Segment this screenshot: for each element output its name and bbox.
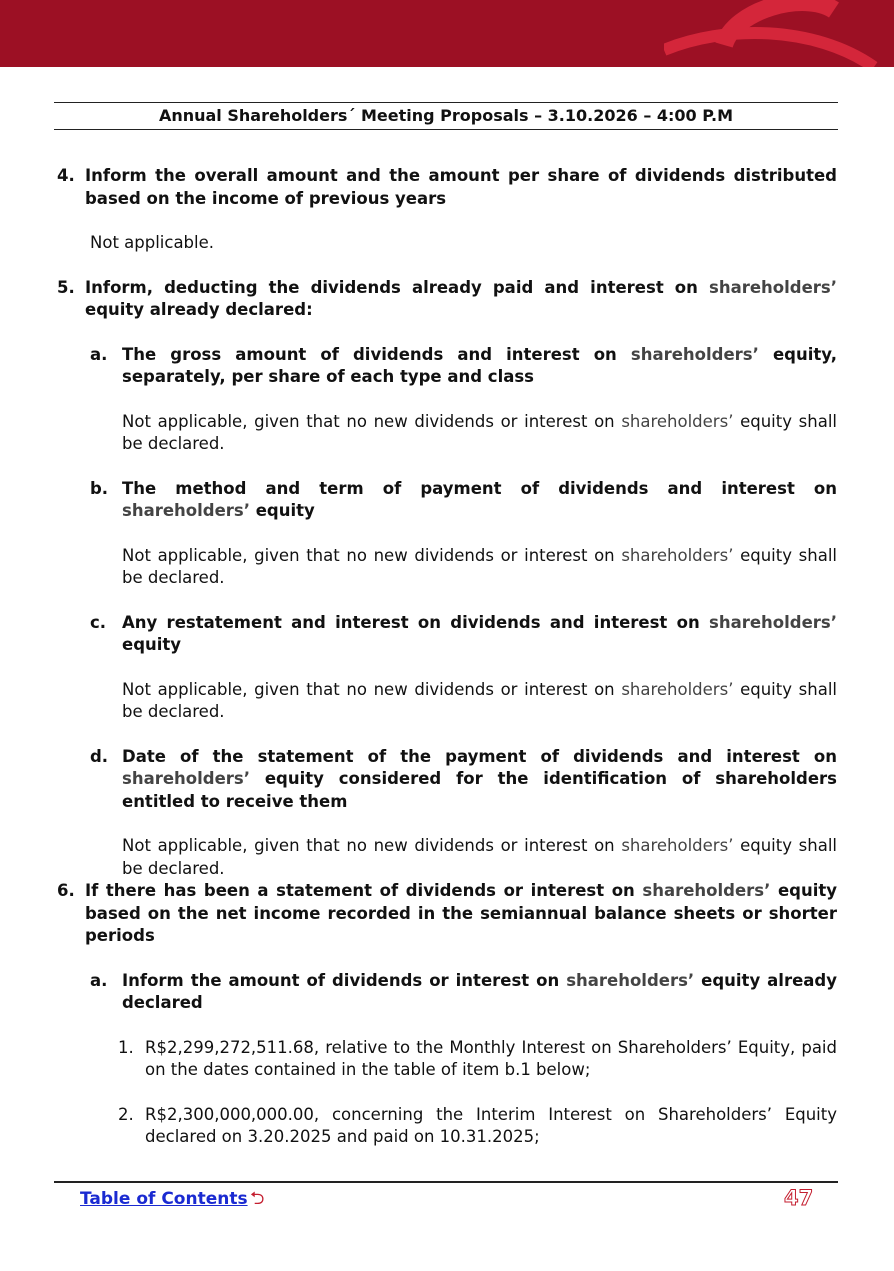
table-of-contents-link[interactable]: Table of Contents [80, 1189, 248, 1209]
numbered-list [118, 1037, 837, 1149]
item-5 [57, 277, 837, 322]
item-number: 6. [57, 881, 75, 900]
subitem-number: d. [90, 746, 109, 766]
subitem-answer: Not applicable, given that no new dividends or interest on shareholders’ equity shall be declared. [122, 545, 838, 587]
subitem-answer: Not applicable, given that no new dividends or interest on shareholders’ equity shall be declared. [122, 836, 838, 878]
item-5-subitems [57, 322, 837, 881]
item-number: 5. [57, 277, 75, 297]
subitem-answer: Not applicable, given that no new dividends or interest on shareholders’ equity shall be declared. [122, 679, 838, 721]
list-item-text: R$2,300,000,000.00, concerning the Interim Interest on Shareholders’ Equity declared on 3.20.2025 and paid on 10.31.2025; [145, 1104, 837, 1146]
item-4 [57, 165, 837, 255]
list-item [118, 1104, 837, 1149]
subitem-question: The method and term of payment of dividends and interest on shareholders’ equity [122, 478, 837, 520]
subitem-question: Inform the amount of dividends or interest on shareholders’ equity already declared [122, 970, 837, 1012]
subitem-number: a. [90, 970, 108, 990]
list-item-text: R$2,299,272,511.68, relative to the Monthly Interest on Shareholders’ Equity, paid on the dates contained in the table of item b.1 below; [145, 1037, 837, 1079]
page-header: Annual Shareholders´ Meeting Proposals – 3.10.2026 – 4:00 P.M [54, 102, 838, 130]
item-number: 4. [57, 166, 75, 185]
logo-swirl-graphic [664, 0, 894, 67]
subitem-5a [57, 344, 837, 456]
item-question: If there has been a statement of dividends or interest on shareholders’ equity based on the net income recorded in the semiannual balance sheets or shorter periods [85, 881, 837, 945]
subitem-answer: Not applicable, given that no new dividends or interest on shareholders’ equity shall be declared. [122, 411, 838, 453]
item-question: Inform, deducting the dividends already paid and interest on shareholders’ equity already declared: [85, 277, 837, 319]
item-6 [57, 880, 837, 948]
subitem-6a [57, 970, 837, 1149]
document-body [57, 165, 837, 1171]
page-number: 47 [784, 1186, 814, 1210]
subitem-question: The gross amount of dividends and interest on shareholders’ equity, separately, per share of each type and class [122, 344, 837, 386]
subitem-5d [57, 746, 837, 881]
subitem-question: Any restatement and interest on dividends and interest on shareholders’ equity [122, 612, 837, 654]
subitem-number: b. [90, 478, 109, 498]
list-item-number: 1. [118, 1037, 134, 1057]
item-question: Inform the overall amount and the amount per share of dividends distributed based on the income of previous years [85, 166, 837, 208]
top-banner [0, 0, 894, 67]
subitem-5b [57, 478, 837, 590]
list-item [118, 1037, 837, 1082]
return-arrow-icon[interactable]: ⮌ [250, 1188, 265, 1209]
subitem-number: c. [90, 612, 107, 632]
list-item-number: 2. [118, 1104, 134, 1124]
subitem-5c [57, 612, 837, 724]
item-answer: Not applicable. [90, 233, 215, 252]
footer-divider [54, 1181, 838, 1183]
subitem-number: a. [90, 344, 108, 364]
subitem-question: Date of the statement of the payment of dividends and interest on shareholders’ equity considered for the identification of shareholders entitled to receive them [122, 746, 837, 811]
